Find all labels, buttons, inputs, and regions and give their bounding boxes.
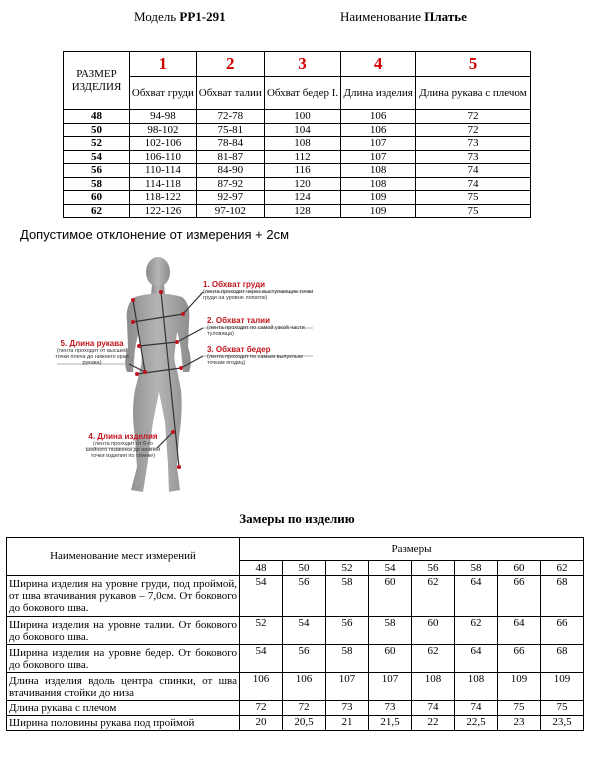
column-number: 2 xyxy=(196,52,264,77)
size-row xyxy=(64,110,531,124)
measurement-row xyxy=(7,701,584,716)
value-cell: 122-126 xyxy=(130,204,197,218)
value-cell: 104 xyxy=(264,123,341,137)
measurement-value: 73 xyxy=(326,701,369,716)
measurement-value: 64 xyxy=(498,617,541,645)
value-cell: 81-87 xyxy=(196,150,264,164)
measurement-value: 64 xyxy=(455,645,498,673)
measurement-value: 21 xyxy=(326,716,369,731)
measurement-value: 60 xyxy=(369,576,412,617)
measurement-value: 109 xyxy=(498,673,541,701)
value-cell: 118-122 xyxy=(130,191,197,205)
measurement-value: 64 xyxy=(455,576,498,617)
measurement-name: Ширина изделия на уровне груди, под проймой, от шва втачивания рукавов – 7,0см. От бокового до бокового шва. xyxy=(7,576,240,617)
column-header: Обхват бедер I. xyxy=(264,77,341,110)
size-row xyxy=(64,177,531,191)
size-row xyxy=(64,164,531,178)
measurement-row xyxy=(7,576,584,617)
value-cell: 75-81 xyxy=(196,123,264,137)
value-cell: 75 xyxy=(415,191,530,205)
measurement-value: 22 xyxy=(412,716,455,731)
measurement-value: 108 xyxy=(412,673,455,701)
measurement-value: 54 xyxy=(240,576,283,617)
size-header-cell: 56 xyxy=(412,561,455,576)
name-label: Наименование xyxy=(340,9,421,24)
size-header-cell: 54 xyxy=(369,561,412,576)
column-number: 4 xyxy=(341,52,416,77)
value-cell: 124 xyxy=(264,191,341,205)
measurement-value: 20 xyxy=(240,716,283,731)
measurement-value: 58 xyxy=(369,617,412,645)
measurement-value: 72 xyxy=(240,701,283,716)
measurement-value: 62 xyxy=(412,645,455,673)
size-header-cell: 52 xyxy=(326,561,369,576)
measurement-value: 58 xyxy=(326,576,369,617)
value-cell: 109 xyxy=(341,191,416,205)
size-row xyxy=(64,204,531,218)
value-cell: 120 xyxy=(264,177,341,191)
size-cell: 62 xyxy=(64,204,130,218)
size-header-cell: 62 xyxy=(541,561,584,576)
measurement-value: 68 xyxy=(541,645,584,673)
size-cell: 50 xyxy=(64,123,130,137)
measurement-value: 106 xyxy=(283,673,326,701)
model-value: РР1-291 xyxy=(179,9,226,24)
measurement-value: 107 xyxy=(369,673,412,701)
value-cell: 108 xyxy=(341,164,416,178)
column-header: Обхват груди xyxy=(130,77,197,110)
size-header-cell: 48 xyxy=(240,561,283,576)
measurement-name: Длина рукава с плечом xyxy=(7,701,240,716)
measurement-value: 22,5 xyxy=(455,716,498,731)
measurement-value: 52 xyxy=(240,617,283,645)
value-cell: 106 xyxy=(341,110,416,124)
value-cell: 92-97 xyxy=(196,191,264,205)
measurement-value: 56 xyxy=(283,576,326,617)
label-chest: 1. Обхват груди (лента проходит через выступающие точки груди на уровне лопаток) xyxy=(203,280,314,301)
value-cell: 94-98 xyxy=(130,110,197,124)
measurement-value: 108 xyxy=(455,673,498,701)
value-cell: 128 xyxy=(264,204,341,218)
value-cell: 84-90 xyxy=(196,164,264,178)
measurement-value: 56 xyxy=(283,645,326,673)
column-header: Длина рукава с плечом xyxy=(415,77,530,110)
measurement-value: 66 xyxy=(498,576,541,617)
size-header-cell: 58 xyxy=(455,561,498,576)
value-cell: 108 xyxy=(264,137,341,151)
column-number: 3 xyxy=(264,52,341,77)
value-cell: 108 xyxy=(341,177,416,191)
measurement-value: 60 xyxy=(412,617,455,645)
label-length: 4. Длина изделия (лента проходит от 6-го шейного позвонка до нижней точки изделия по спинке) xyxy=(85,432,161,459)
column-number: 5 xyxy=(415,52,530,77)
measurement-value: 75 xyxy=(541,701,584,716)
product-name-heading xyxy=(340,9,467,25)
measurement-row xyxy=(7,673,584,701)
size-cell: 54 xyxy=(64,150,130,164)
measurement-value: 20,5 xyxy=(283,716,326,731)
measurement-value: 74 xyxy=(455,701,498,716)
value-cell: 73 xyxy=(415,150,530,164)
size-row xyxy=(64,191,531,205)
measurement-value: 75 xyxy=(498,701,541,716)
value-cell: 102-106 xyxy=(130,137,197,151)
label-hips: 3. Обхват бедер (лента проходит по самым выпуклым точкам ягодиц) xyxy=(207,345,303,366)
value-cell: 110-114 xyxy=(130,164,197,178)
value-cell: 72-78 xyxy=(196,110,264,124)
value-cell: 114-118 xyxy=(130,177,197,191)
measurement-value: 109 xyxy=(541,673,584,701)
measurements-title: Замеры по изделию xyxy=(239,511,355,526)
value-cell: 74 xyxy=(415,164,530,178)
measurement-value: 106 xyxy=(240,673,283,701)
measurement-value: 54 xyxy=(283,617,326,645)
measurement-value: 54 xyxy=(240,645,283,673)
measurement-value: 60 xyxy=(369,645,412,673)
column-header: Обхват талии xyxy=(196,77,264,110)
measurement-value: 58 xyxy=(326,645,369,673)
measurement-value: 56 xyxy=(326,617,369,645)
name-header: Наименование мест измерений xyxy=(7,538,240,576)
measurement-value: 74 xyxy=(412,701,455,716)
size-table-corner: РАЗМЕР ИЗДЕЛИЯ xyxy=(64,52,130,110)
sizes-header: Размеры xyxy=(240,538,584,561)
measurement-name: Ширина половины рукава под проймой xyxy=(7,716,240,731)
label-sleeve: 5. Длина рукава (лента проходит от высшей точки плеча до нижнего края рукава) xyxy=(55,339,129,366)
column-header: Длина изделия xyxy=(341,77,416,110)
value-cell: 116 xyxy=(264,164,341,178)
measurement-value: 66 xyxy=(541,617,584,645)
value-cell: 98-102 xyxy=(130,123,197,137)
label-waist: 2. Обхват талии (лента проходит по самой узкой части туловища) xyxy=(207,316,305,337)
value-cell: 87-92 xyxy=(196,177,264,191)
value-cell: 75 xyxy=(415,204,530,218)
size-header-cell: 50 xyxy=(283,561,326,576)
model-heading xyxy=(134,9,226,25)
size-cell: 60 xyxy=(64,191,130,205)
measurement-row xyxy=(7,645,584,673)
size-cell: 48 xyxy=(64,110,130,124)
column-number: 1 xyxy=(130,52,197,77)
value-cell: 109 xyxy=(341,204,416,218)
model-label: Модель xyxy=(134,9,177,24)
measurement-name: Ширина изделия на уровне бедер. От бокового до бокового шва. xyxy=(7,645,240,673)
measurement-value: 23,5 xyxy=(541,716,584,731)
value-cell: 78-84 xyxy=(196,137,264,151)
measurement-value: 62 xyxy=(455,617,498,645)
size-cell: 52 xyxy=(64,137,130,151)
measurement-value: 66 xyxy=(498,645,541,673)
size-cell: 56 xyxy=(64,164,130,178)
value-cell: 74 xyxy=(415,177,530,191)
measurement-row xyxy=(7,716,584,731)
measurement-value: 21,5 xyxy=(369,716,412,731)
measurement-figure xyxy=(55,252,325,500)
measurement-name: Длина изделия вдоль центра спинки, от шва втачивания стойки до низа xyxy=(7,673,240,701)
value-cell: 107 xyxy=(341,150,416,164)
value-cell: 72 xyxy=(415,110,530,124)
size-row xyxy=(64,150,531,164)
measurement-value: 23 xyxy=(498,716,541,731)
measurements-table xyxy=(6,537,584,731)
name-value: Платье xyxy=(424,9,467,24)
value-cell: 100 xyxy=(264,110,341,124)
measurement-value: 68 xyxy=(541,576,584,617)
value-cell: 73 xyxy=(415,137,530,151)
value-cell: 97-102 xyxy=(196,204,264,218)
size-row xyxy=(64,123,531,137)
size-cell: 58 xyxy=(64,177,130,191)
value-cell: 107 xyxy=(341,137,416,151)
tolerance-note: Допустимое отклонение от измерения + 2см xyxy=(20,227,290,242)
size-table xyxy=(63,51,531,218)
measurement-value: 62 xyxy=(412,576,455,617)
value-cell: 106 xyxy=(341,123,416,137)
value-cell: 72 xyxy=(415,123,530,137)
measurement-value: 73 xyxy=(369,701,412,716)
size-row xyxy=(64,137,531,151)
measurement-name: Ширина изделия на уровне талии. От бокового до бокового шва. xyxy=(7,617,240,645)
size-header-cell: 60 xyxy=(498,561,541,576)
value-cell: 106-110 xyxy=(130,150,197,164)
measurement-row xyxy=(7,617,584,645)
measurement-value: 72 xyxy=(283,701,326,716)
value-cell: 112 xyxy=(264,150,341,164)
measurement-value: 107 xyxy=(326,673,369,701)
